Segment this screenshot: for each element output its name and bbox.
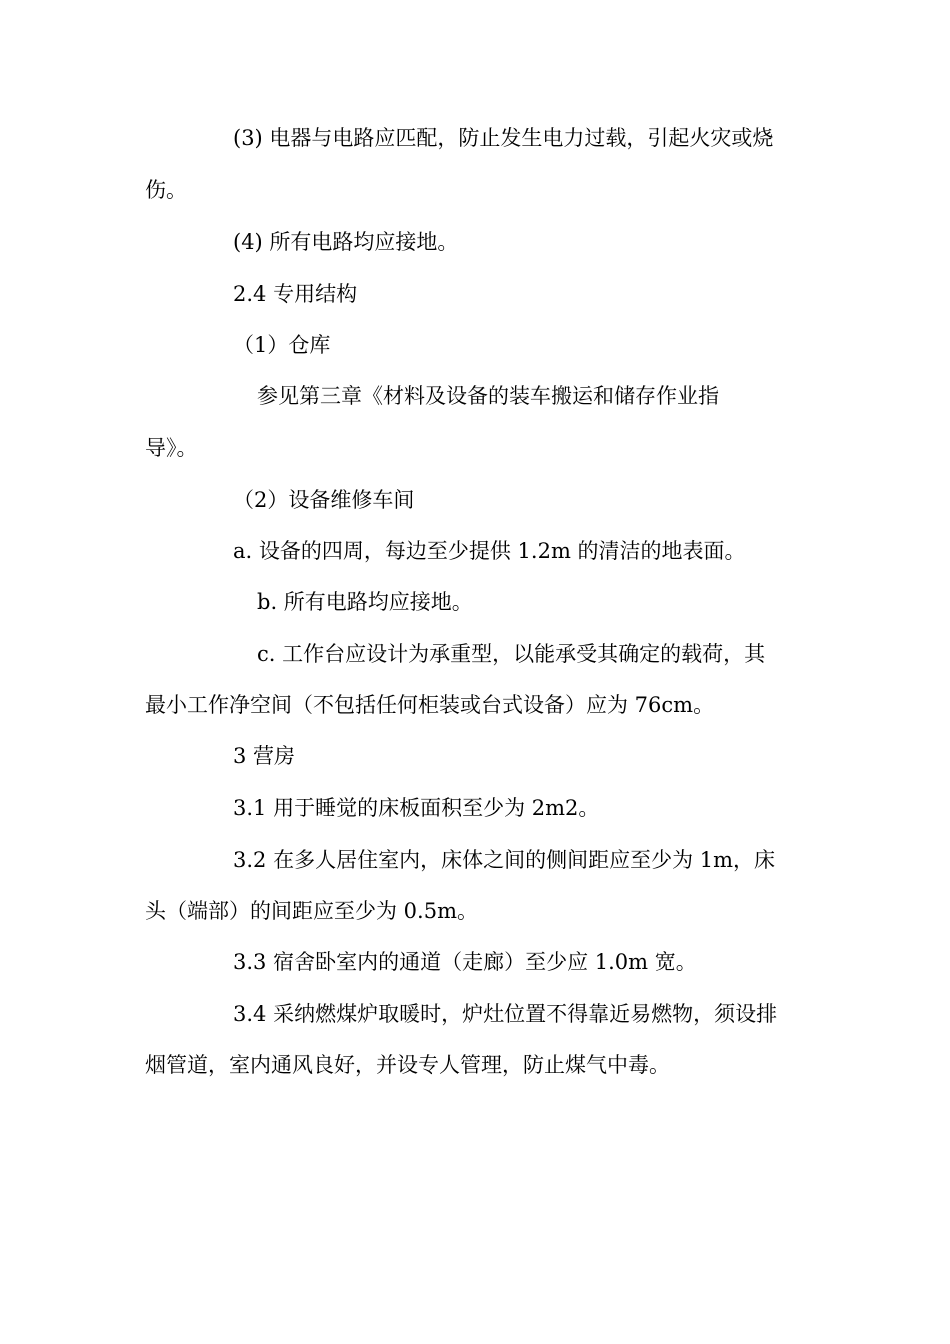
section-3-heading: 3 营房	[233, 744, 296, 768]
para-3-2-line-1: 3.2 在多人居住室内，床体之间的侧间距应至少为 1m，床	[233, 848, 776, 872]
para-3-4-line-1: 3.4 采纳燃煤炉取暖时，炉灶位置不得靠近易燃物，须设排	[233, 1002, 778, 1026]
section-2-4-heading: 2.4 专用结构	[233, 282, 358, 306]
item-1-heading: （1）仓库	[233, 333, 331, 357]
item-1-text-line-1: 参见第三章《材料及设备的装车搬运和储存作业指	[257, 384, 719, 408]
para-3-2-line-2: 头（端部）的间距应至少为 0.5m。	[145, 899, 478, 923]
para-3-line-1: (3) 电器与电路应匹配，防止发生电力过载，引起火灾或烧	[233, 126, 774, 150]
item-2-point-c-line-1: c. 工作台应设计为承重型，以能承受其确定的载荷，其	[257, 642, 766, 666]
item-2-heading: （2）设备维修车间	[233, 488, 415, 512]
para-4: (4) 所有电路均应接地。	[233, 230, 459, 254]
item-1-text-line-2: 导》。	[145, 436, 198, 460]
para-3-4-line-2: 烟管道，室内通风良好，并设专人管理，防止煤气中毒。	[145, 1053, 670, 1077]
para-3-line-2: 伤。	[145, 178, 187, 202]
item-2-point-b: b. 所有电路均应接地。	[257, 590, 473, 614]
item-2-point-a: a. 设备的四周，每边至少提供 1.2m 的清洁的地表面。	[233, 539, 746, 563]
para-3-3: 3.3 宿舍卧室内的通道（走廊）至少应 1.0m 宽。	[233, 950, 697, 974]
item-2-point-c-line-2: 最小工作净空间（不包括任何柜装或台式设备）应为 76cm。	[145, 693, 715, 717]
para-3-1: 3.1 用于睡觉的床板面积至少为 2m2。	[233, 796, 600, 820]
